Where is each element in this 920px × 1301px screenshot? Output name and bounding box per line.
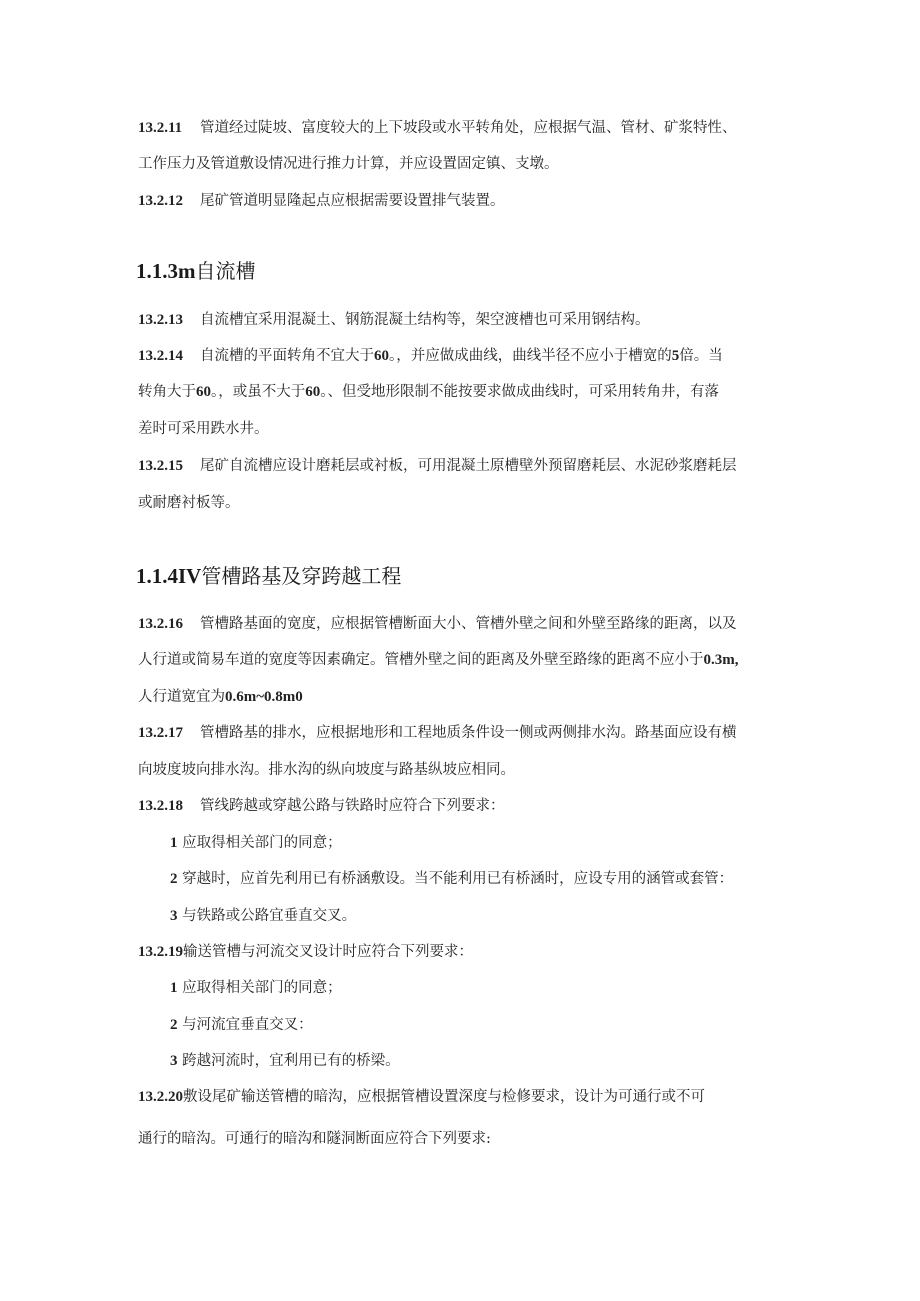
clause-13-2-14-line-1 bbox=[138, 346, 723, 366]
clause-13-2-11-line-1 bbox=[138, 118, 737, 138]
clause-13-2-16-line-3 bbox=[138, 687, 303, 707]
clause-13-2-15-line-2 bbox=[138, 493, 240, 513]
section-number: 1.1.4IV bbox=[136, 564, 202, 588]
list-number: 2 bbox=[170, 871, 178, 887]
clause-text: 转角大于 bbox=[138, 384, 196, 400]
clause-number: 13.2.19 bbox=[138, 944, 183, 960]
section-heading-1-1-4 bbox=[136, 563, 401, 589]
clause-text: 工作压力及管道敷设情况进行推力计算，并应设置固定镇、支墩。 bbox=[138, 156, 559, 172]
list-number: 3 bbox=[170, 908, 178, 924]
clause-13-2-17-line-2 bbox=[138, 760, 515, 780]
clause-text: 管线跨越或穿越公路与铁路时应符合下列要求： bbox=[200, 798, 505, 814]
clause-text: 通行的暗沟。可通行的暗沟和隧洞断面应符合下列要求: bbox=[138, 1131, 491, 1147]
clause-number: 13.2.12 bbox=[138, 193, 183, 209]
width-value: 0.6m~0.8m0 bbox=[225, 689, 303, 705]
clause-number: 13.2.16 bbox=[138, 616, 183, 632]
clause-13-2-20-line-1 bbox=[138, 1087, 705, 1107]
list-text: 应取得相关部门的同意； bbox=[182, 980, 342, 996]
angle-value: 60 bbox=[196, 384, 211, 400]
section-title: 管槽路基及穿跨越工程 bbox=[201, 564, 402, 588]
section-number: 1.1.3m bbox=[136, 259, 196, 283]
list-text: 穿越时，应首先利用已有桥涵敷设。当不能利用已有桥涵时，应设专用的涵管或套管： bbox=[182, 871, 734, 887]
list-text: 与河流宜垂直交叉： bbox=[182, 1017, 313, 1033]
clause-text: 敷设尾矿输送管槽的暗沟，应根据管槽设置深度与检修要求，设计为可通行或不可 bbox=[183, 1089, 705, 1105]
clause-13-2-16-line-1 bbox=[138, 614, 737, 634]
list-number: 1 bbox=[170, 980, 178, 996]
angle-value: 60 bbox=[374, 348, 389, 364]
clause-13-2-18 bbox=[138, 796, 505, 816]
clause-number: 13.2.18 bbox=[138, 798, 183, 814]
clause-text: 倍。当 bbox=[679, 348, 723, 364]
clause-text: 输送管槽与河流交叉设计时应符合下列要求： bbox=[183, 944, 473, 960]
clause-13-2-17-line-1 bbox=[138, 723, 737, 743]
list-number: 2 bbox=[170, 1017, 178, 1033]
clause-text: 人行道或简易车道的宽度等因素确定。管槽外壁之间的距离及外壁至路缘的距离不应小于 bbox=[138, 652, 704, 668]
list-item bbox=[170, 833, 342, 853]
clause-text: 人行道宽宜为 bbox=[138, 689, 225, 705]
distance-value: 0.3m, bbox=[703, 652, 739, 668]
clause-13-2-15-line-1 bbox=[138, 456, 737, 476]
clause-number: 13.2.17 bbox=[138, 725, 183, 741]
clause-text: 自流槽的平面转角不宜大于 bbox=[200, 348, 374, 364]
clause-13-2-14-line-2 bbox=[138, 382, 719, 402]
list-item bbox=[170, 906, 356, 926]
clause-13-2-11-line-2 bbox=[138, 154, 559, 174]
clause-13-2-13 bbox=[138, 310, 650, 330]
clause-text: 管道经过陡坡、富度较大的上下坡段或水平转角处，应根据气温、管材、矿浆特性、 bbox=[200, 120, 737, 136]
list-text: 应取得相关部门的同意； bbox=[182, 835, 342, 851]
clause-number: 13.2.15 bbox=[138, 458, 183, 474]
clause-text: 尾矿自流槽应设计磨耗层或衬板，可用混凝土原槽壁外预留磨耗层、水泥砂浆磨耗层 bbox=[200, 458, 737, 474]
clause-number: 13.2.14 bbox=[138, 348, 183, 364]
clause-text: 。，或虽不大于 bbox=[211, 384, 306, 400]
clause-text: 差时可采用跌水井。 bbox=[138, 421, 269, 437]
clause-number: 13.2.13 bbox=[138, 312, 183, 328]
list-item bbox=[170, 869, 733, 889]
clause-number: 13.2.11 bbox=[138, 120, 183, 136]
clause-text: 。，并应做成曲线，曲线半径不应小于槽宽的 bbox=[389, 348, 672, 364]
clause-13-2-16-line-2 bbox=[138, 650, 739, 670]
multiple-value: 5 bbox=[671, 348, 680, 364]
angle-value: 60 bbox=[305, 384, 321, 400]
clause-number: 13.2.20 bbox=[138, 1089, 183, 1105]
list-item bbox=[170, 1051, 400, 1071]
clause-text: 管槽路基的排水，应根据地形和工程地质条件设一侧或两侧排水沟。路基面应设有横 bbox=[200, 725, 737, 741]
list-item bbox=[170, 1015, 313, 1035]
clause-text: 。、但受地形限制不能按要求做成曲线时，可采用转角井，有落 bbox=[320, 384, 719, 400]
section-title: 自流槽 bbox=[195, 259, 256, 283]
section-heading-1-1-3 bbox=[136, 258, 256, 284]
clause-13-2-19 bbox=[138, 942, 473, 962]
clause-text: 向坡度坡向排水沟。排水沟的纵向坡度与路基纵坡应相同。 bbox=[138, 762, 515, 778]
clause-13-2-12 bbox=[138, 191, 505, 211]
list-number: 1 bbox=[170, 835, 178, 851]
list-text: 与铁路或公路宜垂直交叉。 bbox=[182, 908, 357, 924]
clause-text: 自流槽宜采用混凝土、钢筋混凝土结构等，架空渡槽也可采用钢结构。 bbox=[200, 312, 650, 328]
clause-text: 管槽路基面的宽度，应根据管槽断面大小、管槽外壁之间和外壁至路缘的距离，以及 bbox=[200, 616, 737, 632]
clause-13-2-20-line-2 bbox=[138, 1129, 491, 1149]
list-number: 3 bbox=[170, 1053, 178, 1069]
list-text: 跨越河流时，宜利用已有的桥梁。 bbox=[182, 1053, 400, 1069]
clause-13-2-14-line-3 bbox=[138, 419, 269, 439]
list-item bbox=[170, 978, 342, 998]
clause-text: 尾矿管道明显隆起点应根据需要设置排气装置。 bbox=[200, 193, 505, 209]
clause-text: 或耐磨衬板等。 bbox=[138, 495, 240, 511]
